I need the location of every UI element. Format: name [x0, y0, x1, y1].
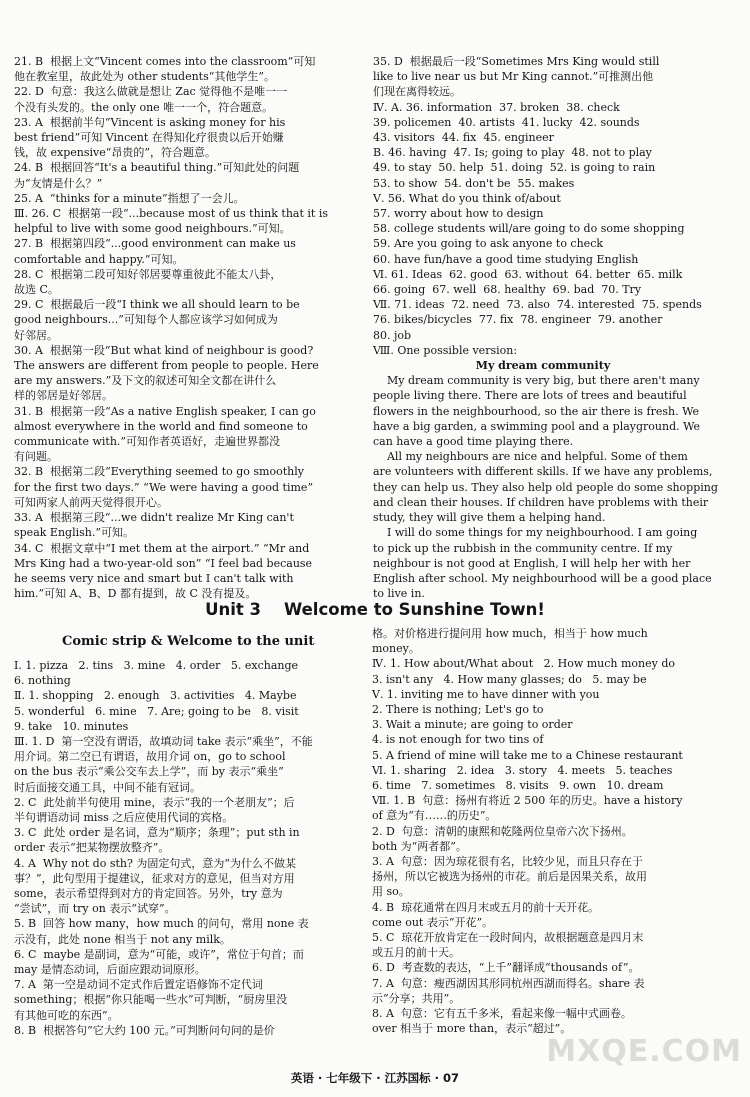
answer-line: 23. A 根据前半句“Vincent is asking money for his	[14, 115, 286, 129]
answer-line: 31. B 根据第一段“As a native English speaker, I can go	[14, 404, 316, 418]
answer-line: 33. A 根据第三段“...we didn't realize Mr King can't	[14, 511, 294, 525]
answer-line: 32. B 根据第二段“Everything seemed to go smoothly	[14, 465, 304, 479]
answer-line: 个没有头发的。the only one 唯一一个，符合题意。	[14, 100, 274, 114]
answer-line: 66. going 67. well 68. healthy 69. bad 70. Try	[373, 283, 642, 297]
answer-line: Ⅴ. 56. What do you think of/about	[373, 191, 561, 205]
answer-line: best friend”可知 Vincent 在得知化疗很贵以后开始赚	[14, 131, 284, 145]
essay-line: they can help us. They also help old people do some shopping	[373, 480, 718, 494]
answer-line: 8. A 句意：它有五千多米，看起来像一幅中式画卷。	[372, 1007, 632, 1021]
answer-line: 53. to show 54. don't be 55. makes	[373, 176, 575, 190]
answer-line: 3. C 此处 order 是名词，意为“顺序；条理”；put sth in	[14, 826, 300, 840]
answer-line: almost everywhere in the world and find someone to	[14, 419, 308, 433]
essay-line: can have a good time playing there.	[373, 435, 574, 449]
answer-line: like to live near us but Mr King cannot.”可推测出他	[373, 70, 654, 84]
answer-line: 5. A friend of mine will take me to a Chinese restaurant	[372, 748, 683, 762]
answer-line: 6. D 考查数的表达，“上千”翻译成“thousands of”。	[372, 961, 640, 975]
answer-line: 5. wonderful 6. mine 7. Are; going to be 8. visit	[14, 704, 299, 718]
answer-line: 半句谓语动词 miss 之后应使用代词的宾格。	[14, 811, 234, 825]
answer-line: 示“分享；共用”。	[372, 991, 461, 1005]
answer-line: 4. is not enough for two tins of	[372, 733, 544, 747]
right-bottom-column	[372, 626, 712, 1036]
answer-line: 39. policemen 40. artists 41. lucky 42. sounds	[373, 115, 640, 129]
answer-line: 60. have fun/have a good time studying English	[373, 252, 639, 266]
essay-line: are volunteers with different skills. If we have any problems,	[373, 465, 713, 479]
answer-line: Ⅰ. 1. pizza 2. tins 3. mine 4. order 5. exchange	[14, 659, 299, 672]
answer-line: 6. time 7. sometimes 8. visits 9. own 10. dream	[372, 779, 664, 793]
answer-line: 34. C 根据文章中“I met them at the airport.” “Mr and	[14, 541, 310, 555]
answer-line: Ⅱ. 1. shopping 2. enough 3. activities 4. Maybe	[14, 689, 297, 703]
answer-line: Mrs King had a two-year-old son” “I feel bad because	[14, 556, 313, 570]
answer-line: 76. bikes/bicycles 77. fix 78. engineer 79. another	[373, 313, 663, 327]
answer-line: Ⅲ. 26. C 根据第一段“...because most of us think that it is	[14, 207, 328, 221]
essay-line: I will do some things for my neighbourhood. I am going	[373, 526, 698, 540]
answer-line: “尝试”，而 try on 表示“试穿”。	[14, 902, 176, 916]
essay-line: My dream community is very big, but there aren't many	[373, 374, 700, 388]
answer-line: Ⅴ. 1. inviting me to have dinner with you	[372, 687, 600, 701]
answer-line: 4. B 琼花通常在四月末或五月的前十天开花。	[372, 900, 600, 914]
answer-line: helpful to live with some good neighbours.”可知。	[14, 222, 291, 236]
answer-line: both 为“两者都”。	[372, 839, 467, 853]
right-top-column	[373, 54, 718, 601]
answer-line: 25. A “thinks for a minute”指想了一会儿。	[14, 191, 245, 205]
answer-line: 7. A 句意：瘦西湖因其形同杭州西湖而得名。share 表	[372, 976, 645, 990]
answer-line: 格。对价格进行提问用 how much，相当于 how much	[372, 627, 648, 640]
essay-line: to pick up the rubbish in the community centre. If my	[373, 541, 673, 555]
answer-line: 好邻居。	[14, 328, 58, 342]
answer-line: money。	[372, 642, 420, 656]
essay-title: My dream community	[475, 359, 611, 373]
essay-line: All my neighbours are nice and helpful. Some of them	[373, 450, 688, 464]
answer-line: 6. nothing	[14, 674, 71, 688]
answer-line: 有其他可吃的东西”。	[14, 1008, 119, 1022]
answer-line: some，表示希望得到对方的肯定回答。另外，try 意为	[14, 887, 283, 901]
answer-line: 3. A 句意：因为琼花很有名，比较少见，而且只存在于	[372, 855, 643, 869]
answer-line: 扬州，所以它被选为扬州的市花。前后是因果关系，故用	[372, 870, 647, 884]
answer-line: Ⅲ. 1. D 第一空没有谓语，故填动词 take 表示“乘坐”，不能	[14, 735, 313, 749]
essay-line: and clean their houses. If children have problems with their	[373, 495, 709, 509]
answer-line: 21. B 根据上文“Vincent comes into the classroom”可知	[14, 55, 316, 68]
answer-line: 30. A 根据第一段“But what kind of neighbour is good?	[14, 343, 314, 357]
answer-line: 8. B 根据答句“它大约 100 元。”可判断问句问的是价	[14, 1023, 275, 1037]
answer-line: 故选 C。	[14, 283, 59, 297]
essay-line: study, they will give them a helping hand.	[373, 511, 606, 525]
answer-line: 示没有，此处 none 相当于 not any milk。	[14, 932, 231, 946]
answer-line: 3. isn't any 4. How many glasses; do 5. may be	[372, 672, 647, 686]
answer-line: 58. college students will/are going to do some shopping	[373, 222, 685, 236]
answer-line: Ⅷ. One possible version:	[373, 343, 518, 357]
essay-line: flowers in the neighbourhood, so the air there is fresh. We	[373, 404, 700, 418]
answer-line: Ⅶ. 1. B 句意：扬州有将近 2 500 年的历史。have a history	[372, 794, 683, 808]
answer-line: Ⅵ. 1. sharing 2. idea 3. story 4. meets 5. teaches	[372, 763, 673, 777]
answer-line: 钱，故 expensive“昂贵的”，符合题意。	[14, 146, 216, 160]
answer-line: 他在教室里，故此处为 other students“其他学生”。	[14, 70, 275, 84]
answer-line: on the bus 表示“乘公交车去上学”，而 by 表示“乘坐”	[14, 765, 284, 779]
essay-line: to live in.	[373, 587, 425, 601]
answer-line: 59. Are you going to ask anyone to check	[373, 237, 604, 251]
answer-line: 57. worry about how to design	[373, 207, 544, 221]
answer-line: 用 so。	[372, 885, 410, 899]
answer-line: 或五月的前十天。	[372, 946, 460, 960]
answer-line: good neighbours...”可知每个人都应该学习如何成为	[14, 313, 278, 327]
answer-line: 35. D 根据最后一段“Sometimes Mrs King would still	[373, 55, 660, 68]
answer-line: 49. to stay 50. help 51. doing 52. is going to rain	[373, 161, 656, 175]
answer-line: 3. Wait a minute; are going to order	[372, 718, 573, 732]
answer-line: 43. visitors 44. fix 45. engineer	[373, 131, 554, 145]
essay-line: neighbour is not good at English, I will help her with her	[373, 556, 691, 570]
answer-line: Ⅵ. 61. Ideas 62. good 63. without 64. better 65. milk	[373, 267, 683, 281]
answer-line: 2. C 此处前半句使用 mine，表示“我的一个老朋友”；后	[14, 795, 295, 809]
answer-line: 9. take 10. minutes	[14, 719, 129, 733]
answer-line: Ⅳ. A. 36. information 37. broken 38. check	[373, 100, 620, 114]
answer-line: 80. job	[373, 328, 412, 342]
answer-line: over 相当于 more than，表示“超过”。	[372, 1022, 572, 1036]
answer-line: 29. C 根据最后一段“I think we all should learn to be	[14, 298, 300, 312]
answer-line: 6. C maybe 是副词，意为“可能，或许”，常位于句首；而	[14, 947, 304, 961]
answer-line: 可知两家人前两天觉得很开心。	[14, 495, 168, 509]
answer-line: 4. A Why not do sth? 为固定句式，意为“为什么不做某	[14, 856, 296, 870]
answer-line: B. 46. having 47. Is; going to play 48. not to play	[373, 146, 652, 160]
answer-line: speak English.”可知。	[14, 526, 134, 540]
answer-line: 为“友情是什么？”	[14, 176, 103, 190]
answer-line: may 是情态动词，后面应跟动词原形。	[14, 963, 206, 977]
answer-line: 2. D 句意：清朝的康熙和乾隆两位皇帝六次下扬州。	[372, 824, 633, 838]
answer-line: 有问题。	[14, 450, 58, 464]
answer-line: 5. C 琼花开放肯定在一段时间内，故根据题意是四月末	[372, 931, 644, 945]
left-top-column	[14, 54, 364, 601]
answer-line: something；根据“你只能喝一些水”可判断，“厨房里没	[14, 993, 288, 1007]
answer-line: 时后面接交通工具，中间不能有冠词。	[14, 780, 201, 794]
answer-line: for the first two days.” “We were having a good time”	[14, 480, 314, 494]
answer-line: 2. There is nothing; Let's go to	[372, 703, 544, 717]
answer-line: 事？”，此句型用于提建议，征求对方的意见，但当对方用	[14, 871, 295, 885]
answer-line: 们现在离得较远。	[373, 85, 461, 99]
answer-line: Ⅶ. 71. ideas 72. need 73. also 74. interested 75. spends	[373, 298, 702, 312]
answer-line: 22. D 句意：我这么做就是想让 Zac 觉得他不是唯一一	[14, 85, 288, 99]
essay-line: people living there. There are lots of trees and beautiful	[373, 389, 687, 403]
answer-line: comfortable and happy.”可知。	[14, 252, 184, 266]
left-bottom-column	[14, 658, 364, 1038]
page-footer: 英语 · 七年级下 · 江苏国标 · 07	[290, 1071, 460, 1085]
answer-line: of 意为“有……的历史”。	[372, 809, 497, 823]
answer-line: 用介词。第二空已有谓语，故用介词 on，go to school	[14, 750, 286, 764]
answer-line: 样的邻居是好邻居。	[14, 389, 113, 403]
answer-line: 7. A 第一空是动词不定式作后置定语修饰不定代词	[14, 978, 263, 992]
answer-line: are my answers.”及下文的叙述可知全文都在讲什么	[14, 374, 277, 388]
watermark-logo: MXQE.COM	[546, 1034, 742, 1069]
answer-line: The answers are different from people to people. Here	[14, 359, 319, 373]
answer-line: 28. C 根据第二段可知好邻居要尊重彼此不能太八卦，	[14, 267, 282, 281]
section-title: Comic strip & Welcome to the unit	[62, 634, 315, 649]
answer-line: order 表示“把某物摆放整齐”。	[14, 841, 170, 855]
answer-line: 27. B 根据第四段“...good environment can make us	[14, 237, 296, 251]
essay-line: English after school. My neighbourhood will be a good place	[373, 571, 712, 585]
answer-line: communicate with.”可知作者英语好，走遍世界都没	[14, 435, 281, 449]
answer-line: come out 表示“开花”。	[372, 915, 494, 929]
answer-line: him.”可知 A、B、D 都有提到，故 C 没有提及。	[14, 587, 257, 601]
answer-line: 24. B 根据回答“It's a beautiful thing.”可知此处的问题	[14, 161, 300, 175]
unit-title: Unit 3 Welcome to Sunshine Town!	[205, 600, 545, 619]
answer-line: 5. B 回答 how many，how much 的问句，常用 none 表	[14, 917, 309, 931]
answer-line: Ⅳ. 1. How about/What about 2. How much money do	[372, 657, 676, 671]
answer-line: he seems very nice and smart but I can't talk with	[14, 571, 294, 585]
essay-line: have a big garden, a swimming pool and a playground. We	[373, 419, 701, 433]
